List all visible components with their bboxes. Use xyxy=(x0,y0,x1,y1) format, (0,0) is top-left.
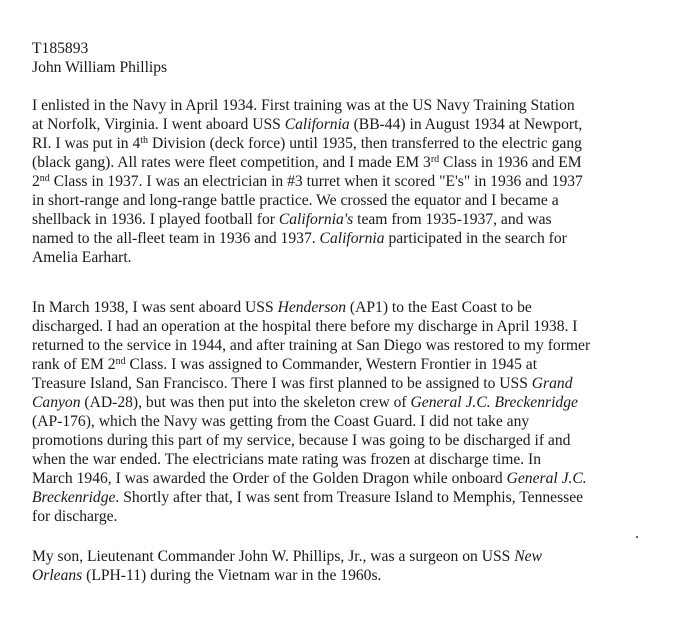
text-line xyxy=(32,153,672,172)
text-run: team from 1935-1937, and was xyxy=(353,211,552,228)
paragraph-service xyxy=(32,298,672,526)
italic-text: General J.C. xyxy=(506,470,587,487)
text-run: participated in the search for xyxy=(384,230,567,247)
author-name: John William Phillips xyxy=(32,59,168,76)
text-line xyxy=(32,115,672,134)
text-line xyxy=(32,191,672,210)
text-line xyxy=(32,393,672,412)
italic-text: Henderson xyxy=(277,299,346,316)
text-line xyxy=(32,210,672,229)
italic-text: Canyon xyxy=(32,394,81,411)
ordinal-suffix: th xyxy=(140,135,149,146)
italic-text: California xyxy=(319,230,385,247)
text-line xyxy=(32,507,672,526)
text-run: March 1946, I was awarded the Order of the Golden Dragon while onboard xyxy=(32,470,507,487)
text-line xyxy=(32,248,672,267)
text-line xyxy=(32,488,672,507)
text-run: (AD-28), but was then put into the skeleton crew of xyxy=(80,394,411,411)
paragraph-son xyxy=(32,547,672,585)
text-run: promotions during this part of my service, because I was going to be discharged if and xyxy=(32,432,571,449)
text-line xyxy=(32,317,672,336)
text-line xyxy=(32,336,672,355)
text-run: for discharge. xyxy=(32,508,118,525)
text-run: when the war ended. The electricians mate rating was frozen at discharge time. In xyxy=(32,451,542,468)
text-line xyxy=(32,96,672,115)
italic-text: California xyxy=(284,116,350,133)
text-run: Division (deck force) until 1935, then transferred to the electric gang xyxy=(148,135,582,152)
text-line xyxy=(32,412,672,431)
text-run: at Norfolk, Virginia. I went aboard USS xyxy=(32,116,285,133)
text-run: My son, Lieutenant Commander John W. Phillips, Jr., was a surgeon on USS xyxy=(32,548,515,565)
text-run: rank of EM 2 xyxy=(32,356,116,373)
italic-text: General J.C. Breckenridge xyxy=(410,394,578,411)
italic-text: California's xyxy=(278,211,354,228)
text-run: 2 xyxy=(32,173,40,190)
text-line xyxy=(32,172,672,191)
text-run: Class in 1936 and EM xyxy=(439,154,582,171)
document-id: T185893 xyxy=(32,40,89,57)
text-run: (AP-176), which the Navy was getting from the Coast Guard. I did not take any xyxy=(32,413,530,430)
text-line xyxy=(32,229,672,248)
italic-text: Breckenridge xyxy=(32,489,116,506)
text-run: I enlisted in the Navy in April 1934. First training was at the US Navy Training Station xyxy=(32,97,575,114)
ordinal-suffix: rd xyxy=(430,154,440,165)
paragraph-enlistment xyxy=(32,96,672,267)
text-run: (AP1) to the East Coast to be xyxy=(346,299,532,316)
text-run: shellback in 1936. I played football for xyxy=(32,211,279,228)
text-run: discharged. I had an operation at the hospital there before my discharge in April 1938. I xyxy=(32,318,578,335)
text-run: RI. I was put in 4 xyxy=(32,135,141,152)
text-run: Class. I was assigned to Commander, Western Frontier in 1945 at xyxy=(125,356,538,373)
ordinal-suffix: nd xyxy=(39,173,50,184)
text-line xyxy=(32,450,672,469)
text-run: In March 1938, I was sent aboard USS xyxy=(32,299,278,316)
text-line xyxy=(32,547,672,566)
text-run: Class in 1937. I was an electrician in #3 turret when it scored "E's" in 1936 and 1937 xyxy=(49,173,583,190)
text-run: (LPH-11) during the Vietnam war in the 1960s. xyxy=(82,567,382,584)
text-line xyxy=(32,431,672,450)
text-run: returned to the service in 1944, and after training at San Diego was restored to my former xyxy=(32,337,591,354)
text-line xyxy=(32,134,672,153)
italic-text: Grand xyxy=(531,375,573,392)
text-run: Amelia Earhart. xyxy=(32,249,132,266)
text-line xyxy=(32,298,672,317)
text-run: . Shortly after that, I was sent from Treasure Island to Memphis, Tennessee xyxy=(115,489,584,506)
italic-text: New xyxy=(514,548,542,565)
text-line xyxy=(32,469,672,488)
ordinal-suffix: nd xyxy=(115,356,126,367)
text-run: (black gang). All rates were fleet competition, and I made EM 3 xyxy=(32,154,431,171)
text-run: in short-range and long-range battle practice. We crossed the equator and I became a xyxy=(32,192,559,209)
text-run: named to the all-fleet team in 1936 and 1937. xyxy=(32,230,320,247)
text-line xyxy=(32,374,672,393)
document-header xyxy=(32,39,167,77)
scan-speck xyxy=(636,536,638,538)
italic-text: Orleans xyxy=(32,567,83,584)
text-line xyxy=(32,566,672,585)
text-line xyxy=(32,355,672,374)
text-run: (BB-44) in August 1934 at Newport, xyxy=(349,116,583,133)
text-run: Treasure Island, San Francisco. There I was first planned to be assigned to USS xyxy=(32,375,532,392)
